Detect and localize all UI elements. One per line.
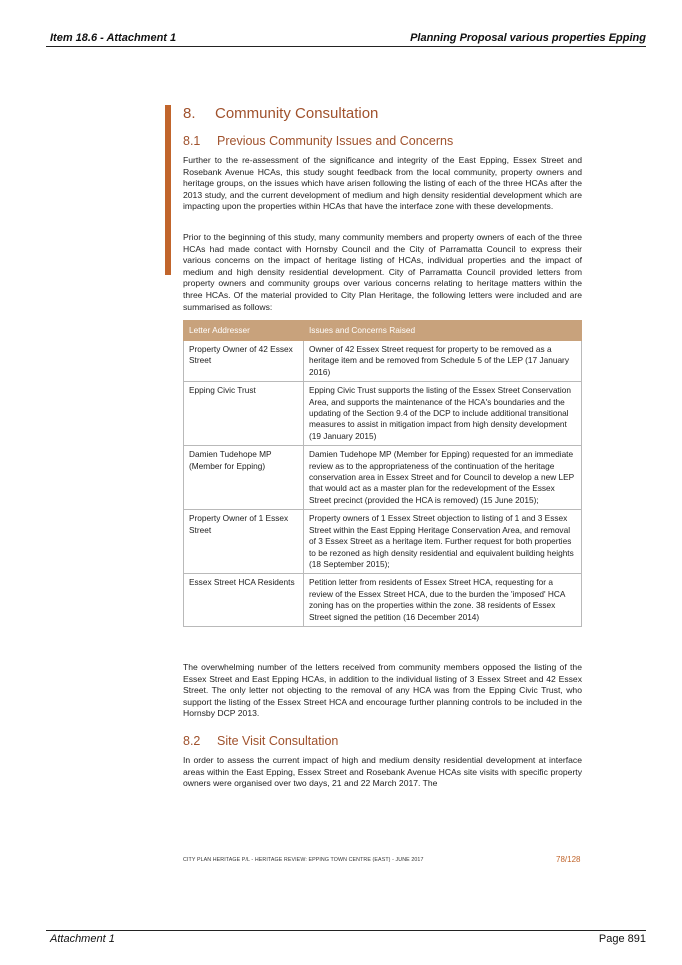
letter-issue: Epping Civic Trust supports the listing of the Essex Street Conservation Area, and supports the maintenance of the HCA's boundaries and the updating of the Section 9.4 of the DCP to include additional transitional measures to assist in mitigation impact from high density development (19 January 2015) (304, 382, 582, 446)
footer-report-title: CITY PLAN HERITAGE P/L - HERITAGE REVIEW: EPPING TOWN CENTRE (EAST) - JUNE 2017 (183, 857, 424, 863)
header-document-title: Planning Proposal various properties Epping (410, 32, 646, 44)
subsection-number-1: 8.1 (183, 134, 201, 148)
bottom-divider (46, 930, 646, 931)
bottom-page-number: Page 891 (598, 933, 646, 945)
letter-addresser: Epping Civic Trust (184, 382, 304, 446)
footer-page-count: 78/128 (556, 855, 581, 864)
table-row (184, 446, 582, 510)
letter-addresser: Essex Street HCA Residents (184, 574, 304, 627)
table-row (184, 382, 582, 446)
table-row (184, 510, 582, 574)
header-letter-addresser: Letter Addresser (184, 321, 304, 341)
section-number: 8. (183, 105, 196, 122)
letter-addresser: Property Owner of 42 Essex Street (184, 341, 304, 382)
section-title: Community Consultation (215, 105, 379, 122)
header-issues-concerns: Issues and Concerns Raised (304, 321, 582, 341)
subsection-number-2: 8.2 (183, 734, 201, 748)
header-attachment-label: Item 18.6 - Attachment 1 (50, 32, 177, 44)
subsection-heading-2 (183, 734, 338, 748)
letters-table (183, 320, 582, 627)
subsection-title-1: Previous Community Issues and Concerns (217, 134, 454, 148)
table-header-row (184, 321, 582, 341)
letter-issue: Damien Tudehope MP (Member for Epping) requested for an immediate review as to the appropriateness of the continuation of the heritage conservation area in Essex Street and for Council to develop a new LEP that would act as a master plan for the redevelopment of the Essex Street precinct (provided the HCA is removed) (15 June 2015); (304, 446, 582, 510)
letter-issue: Property owners of 1 Essex Street objection to listing of 1 and 3 Essex Street within the East Epping Heritage Conservation Area, and removal of 3 Essex Street as a heritage item. Further request for both properties to be rezoned as high density residential and equivalent building heights (18 September 2015); (304, 510, 582, 574)
table-row (184, 574, 582, 627)
section-heading (183, 105, 378, 122)
table-row (184, 341, 582, 382)
letter-issue: Owner of 42 Essex Street request for property to be removed as a heritage item and be removed from Schedule 5 of the LEP (17 January 2016) (304, 341, 582, 382)
paragraph-2: Prior to the beginning of this study, many community members and property owners of each of the three HCAs had made contact with Hornsby Council and the City of Parramatta Council to express their various concerns on the impact of heritage listing of HCAs, individual properties and the impact of medium and high density residential development. City of Parramatta Council provided letters from property owners and community groups over various concerns relating to heritage matters within the three HCAs. Of the material provided to City Plan Heritage, the following letters were included and are summarised as follows: (183, 232, 582, 312)
subsection-title-2: Site Visit Consultation (217, 734, 339, 748)
paragraph-3: The overwhelming number of the letters received from community members opposed the listing of the Essex Street and East Epping HCAs, in addition to the individual listing of 3 Essex Street and 42 Essex Street. The only letter not objecting to the removal of any HCA was from the Epping Civic Trust, who support the listing of the Essex Street HCA and encourage further planning controls to be included in the Hornsby DCP 2013. (183, 662, 582, 719)
subsection-heading-1 (183, 134, 453, 148)
header-divider (46, 46, 646, 47)
paragraph-4: In order to assess the current impact of high and medium density residential development at interface areas within the East Epping, Essex Street and Rosebank Avenue HCAs site visits with specific property owners were organised over two days, 21 and 22 March 2017. The (183, 755, 582, 789)
letter-addresser: Property Owner of 1 Essex Street (184, 510, 304, 574)
section-accent-bar (165, 105, 171, 275)
paragraph-1: Further to the re-assessment of the significance and integrity of the East Epping, Essex Street and Rosebank Avenue HCAs, this study sought feedback from the local community, property owners and heritage groups, on the issues which have arisen following the listing of each of the three HCAs after the 2013 study, and the current development of medium and high density residential development which are impacting upon the properties within HCAs that have the interface zone with these developments. (183, 155, 582, 212)
letter-issue: Petition letter from residents of Essex Street HCA, requesting for a review of the Essex Street HCA, due to the burden the 'imposed' HCA zoning has on the properties within the zone. 38 residents of Essex Street signed the petition (16 December 2014) (304, 574, 582, 627)
bottom-attachment-label: Attachment 1 (50, 933, 115, 945)
letter-addresser: Damien Tudehope MP (Member for Epping) (184, 446, 304, 510)
